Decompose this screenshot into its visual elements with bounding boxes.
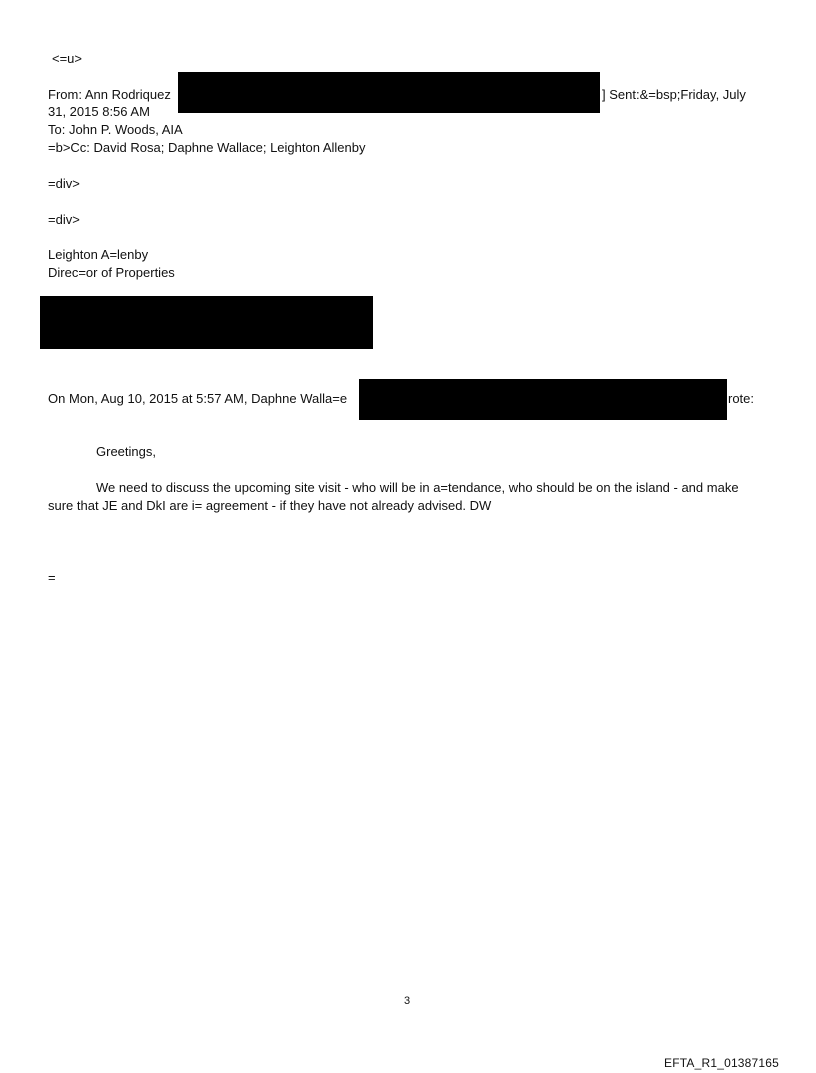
to-line: To: John P. Woods, AIA: [48, 122, 183, 137]
from-line-end: ] Sent:&=bsp;Friday, July: [602, 87, 746, 102]
signature-name: Leighton A=lenby: [48, 247, 149, 262]
body-line-2: sure that JE and DkI are i= agreement - if they have not already advised. DW: [48, 498, 492, 513]
redaction-block: [178, 72, 600, 113]
quote-intro-end: rote:: [728, 391, 755, 406]
greeting: Greetings,: [96, 444, 156, 459]
page-number: 3: [404, 995, 411, 1007]
cc-line: =b>Cc: David Rosa; Daphne Wallace; Leighton Allenby: [48, 140, 366, 155]
redaction-block: [40, 296, 373, 349]
div-tag-1: =div>: [48, 176, 80, 191]
header-tag: <=u>: [52, 51, 83, 66]
sent-date-line: 31, 2015 8:56 AM: [48, 104, 150, 119]
signature-title: Direc=or of Properties: [48, 265, 175, 280]
from-line-start: From: Ann Rodriquez: [48, 87, 171, 102]
body-line-1: We need to discuss the upcoming site visit - who will be in a=tendance, who should be on the island - and make: [96, 480, 739, 495]
quote-intro-start: On Mon, Aug 10, 2015 at 5:57 AM, Daphne Walla=e: [48, 391, 348, 406]
div-tag-2: =div>: [48, 212, 80, 227]
trailing-char: =: [48, 570, 56, 585]
bates-number: EFTA_R1_01387165: [664, 1056, 780, 1070]
redaction-block: [359, 379, 727, 420]
